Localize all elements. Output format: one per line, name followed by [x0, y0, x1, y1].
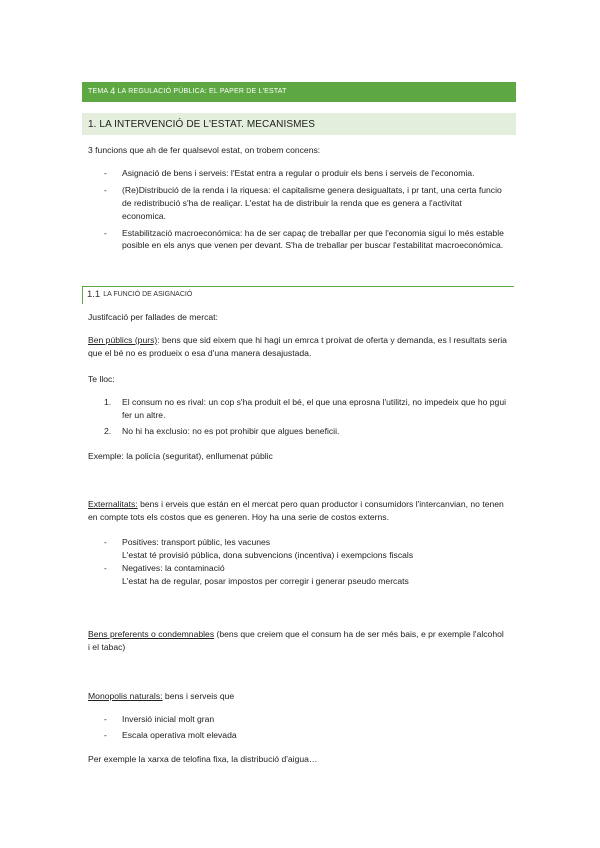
banner-prefix: TEMA [88, 87, 109, 95]
public-goods-term: Ben públics (purs) [88, 335, 158, 345]
externalities-paragraph [88, 498, 508, 524]
merit-goods-text [88, 628, 508, 654]
list-item [88, 425, 508, 438]
public-goods-definition: : bens que sid eixem que hi hagi un emrca t proivat de oferta y demanda, es l resultats seria que el bé no es produeix o esa d'una manera desajustada. [88, 335, 507, 358]
functions-list [88, 167, 508, 252]
natural-monopolies-list [88, 713, 508, 742]
list-item: - (Re)Distribució de la renda i la riquesa: el capitalisme genera desigualtats, i pr tant, una certa funcio de redistribució s'ha de realiçar. L'estat ha de distribuir la renda que es genera a l'activitat economica. [88, 184, 508, 223]
tellloc [88, 373, 508, 386]
list-text: El consum no es rival: un cop s'ha produit el bé, el que una eprosna l'utilitzi, no impedeix que ho pgui fer un altre. [122, 397, 507, 420]
positives-detail: L'estat té provisió pública, dona subvencions (incentiva) i exempcions fiscals [122, 549, 414, 560]
merit-goods-paragraph [88, 628, 508, 654]
section-intro: 3 funcions que ah de fer qualsevol estat, on trobem concens: [88, 145, 321, 155]
subsection-number: 1.1 [87, 289, 101, 301]
subsection-heading [82, 286, 514, 304]
list-text: No hi ha exclusio: no es pot prohibir que algues beneficii. [122, 425, 340, 436]
externalities-text [88, 498, 508, 524]
list-item: - Inversió inicial molt gran [88, 713, 508, 726]
justification [88, 311, 508, 324]
banner-title: LA REGULACIÓ PÚBLICA: EL PAPER DE L'ESTAT [117, 87, 287, 95]
natural-monopolies-term: Monopolis naturals: [88, 691, 163, 701]
list-item [88, 396, 508, 422]
list-item: - Estabilització macroeconómica: ha de ser capaç de treballar per que l'economia sigui lo més estable posible en els anys que venen per devant. S'ha de treballar per buscar l'estabilitat macroeconómica. [88, 227, 508, 253]
list-item: - Asignació de bens i serveis: l'Estat entra a regular o produir els bens i serveis de l'economia. [88, 167, 508, 180]
list-number: 1. [104, 397, 112, 407]
natural-monopolies-definition: bens i serveis que [162, 691, 235, 701]
list-number: 2. [104, 425, 112, 436]
natural-monopolies-text [88, 690, 508, 703]
monopoly-example-text: Per exemple la xarxa de telofina fixa, la distribució d'aigua… [88, 754, 318, 764]
section-heading: 1. LA INTERVENCIÓ DE L'ESTAT. MECANISMES [82, 113, 516, 135]
natural-monopolies-paragraph [88, 690, 508, 703]
externalities-definition: bens i erveis que están en el mercat pero quan productor i consumidors l'intercanvian, no tenen en compte tots els costos que es generen. Hoy ha una serie de costos externs. [88, 499, 504, 522]
externalities-term: Externalitats: [88, 499, 138, 509]
list-item: - Escala operativa molt elevada [88, 729, 508, 742]
justification-text: Justifcació per fallades de mercat: [88, 312, 218, 322]
list-item [88, 562, 508, 588]
merit-goods-definition: (bens que creiem que el consum ha de ser més bais, e pr exemple l'alcohol i el tabac) [88, 629, 504, 652]
chapter-banner [82, 82, 516, 102]
list-item [88, 536, 508, 562]
negatives-detail: L'estat ha de regular, posar impostos per corregir i generar pseudo mercats [122, 575, 409, 586]
positives-label: Positives: transport públic, les vacunes [122, 537, 271, 547]
negatives-label: Negatives: la contaminació [122, 562, 225, 573]
conditions-list [88, 396, 508, 438]
section-intro-block [88, 144, 508, 157]
subsection-title: LA FUNCIÓ DE ASIGNACIÓ [103, 291, 193, 299]
public-goods-paragraph [88, 334, 508, 360]
example [88, 450, 508, 463]
example-text: Exemple: la policía (seguritat), enllumenat públic [88, 451, 273, 461]
banner-number: 4 [110, 86, 116, 97]
public-goods-text [88, 334, 508, 360]
tellloc-text: Te lloc: [88, 374, 115, 384]
externalities-list [88, 536, 508, 588]
monopoly-example [88, 753, 508, 766]
merit-goods-term: Bens preferents o condemnables [88, 629, 215, 639]
